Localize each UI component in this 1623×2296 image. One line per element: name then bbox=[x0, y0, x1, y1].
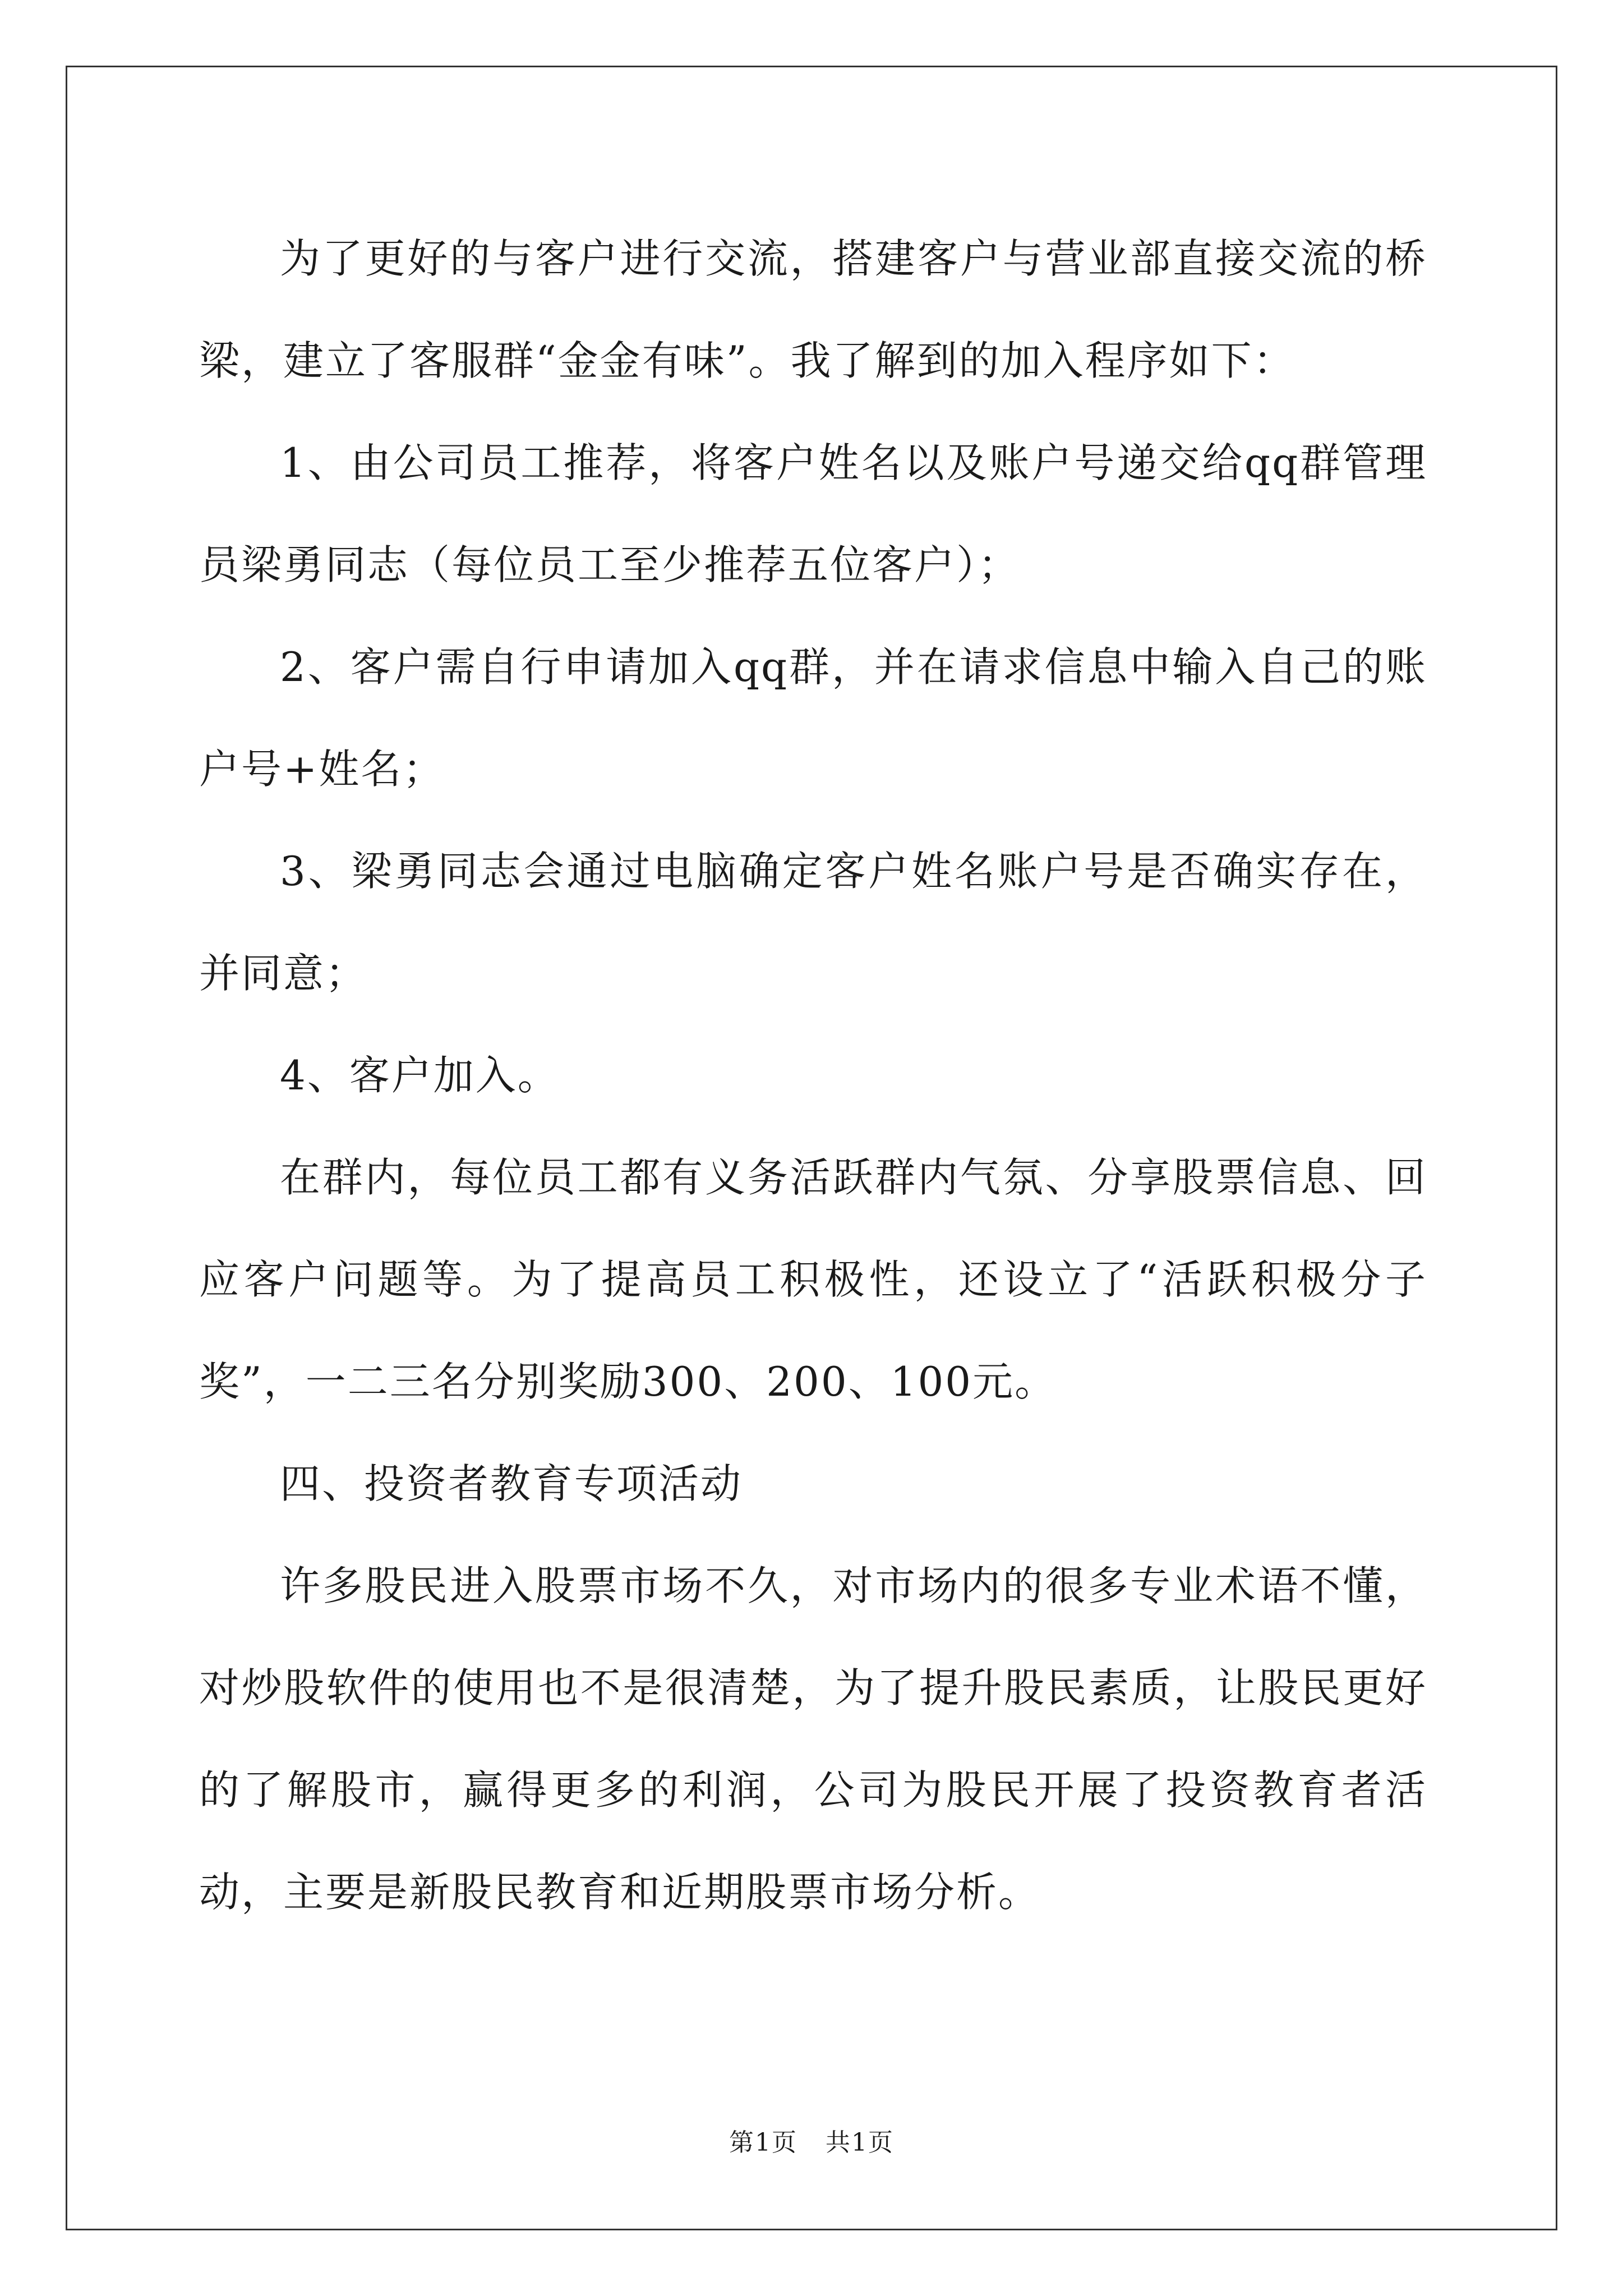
paragraph: 1、由公司员工推荐，将客户姓名以及账户号递交给qq群管理员梁勇同志（每位员工至少推荐五位客户）； bbox=[199, 439, 1427, 588]
page-number-current: 第1页 bbox=[729, 2128, 797, 2157]
paragraph: 2、客户需自行申请加入qq群，并在请求信息中输入自己的账户号+姓名； bbox=[199, 643, 1427, 793]
paragraph: 为了更好的与客户进行交流，搭建客户与营业部直接交流的桥梁，建立了客服群“金金有味”。我了解到的加入程序如下： bbox=[199, 235, 1427, 384]
paragraph: 4、客户加入。 bbox=[280, 1052, 560, 1099]
paragraph: 许多股民进入股票市场不久，对市场内的很多专业术语不懂，对炒股软件的使用也不是很清楚，为了提升股民素质，让股民更好的了解股市，赢得更多的利润，公司为股民开展了投资教育者活动，主要是新股民教育和近期股票市场分析。 bbox=[199, 1562, 1427, 1916]
paragraph: 3、梁勇同志会通过电脑确定客户姓名账户号是否确实存在，并同意； bbox=[199, 848, 1427, 997]
document-body bbox=[199, 208, 1427, 1943]
section-heading: 四、投资者教育专项活动 bbox=[280, 1460, 743, 1507]
page-footer bbox=[0, 2126, 1623, 2160]
paragraph: 在群内，每位员工都有义务活跃群内气氛、分享股票信息、回应客户问题等。为了提高员工积极性，还设立了“活跃积极分子奖”，一二三名分别奖励300、200、100元。 bbox=[199, 1154, 1427, 1405]
page-number-total: 共1页 bbox=[826, 2128, 894, 2157]
